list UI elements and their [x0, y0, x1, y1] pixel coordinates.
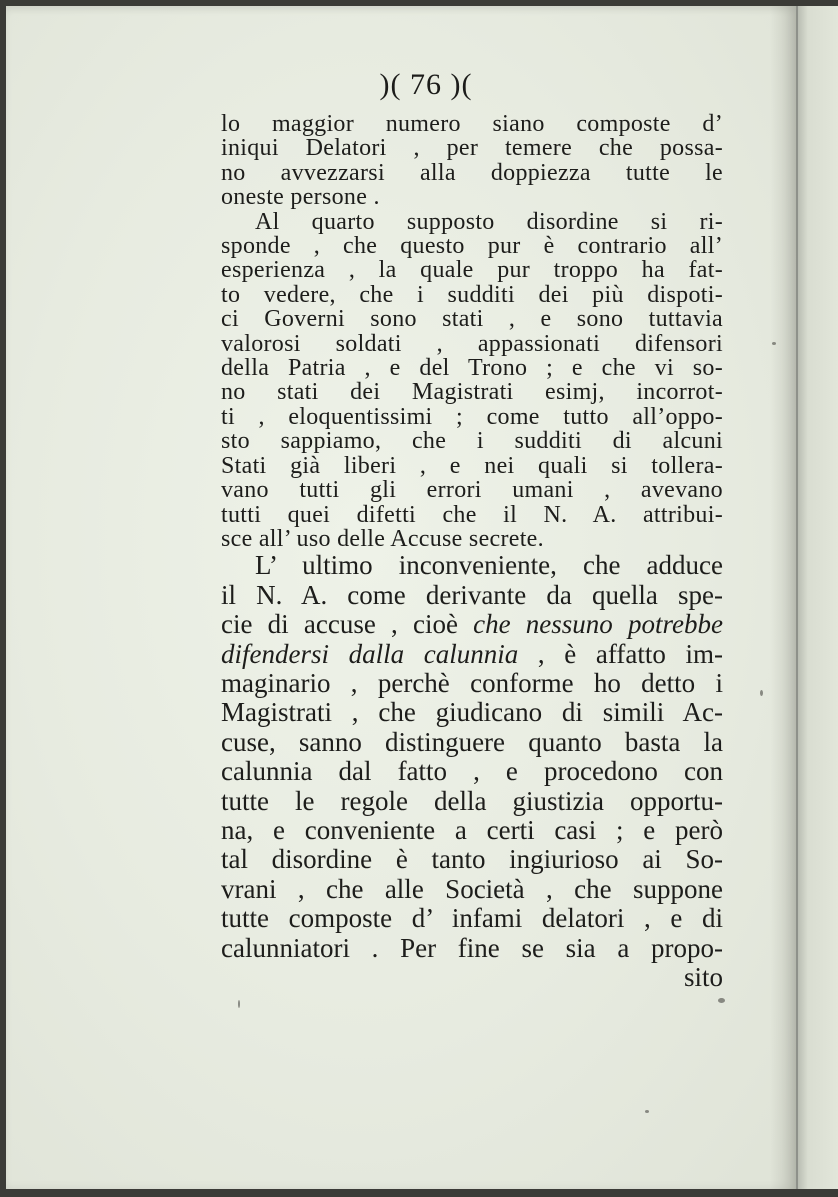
- text-line: [221, 845, 723, 874]
- text-line: [221, 875, 723, 904]
- ink-speck: [772, 342, 776, 345]
- text-line: [221, 610, 723, 639]
- text-line: sto sappiamo, che i sudditi di alcuni: [221, 429, 723, 454]
- body-text: [221, 112, 723, 992]
- text-line: oneste persone .: [221, 185, 380, 210]
- text-line: sponde , che questo pur è contrario all’: [221, 234, 723, 259]
- text-line: [221, 728, 723, 757]
- ink-speck: [760, 690, 763, 696]
- text-line: iniqui Delatori , per temere che possa-: [221, 136, 723, 161]
- adjacent-page-edge: [796, 6, 838, 1189]
- text-line: [221, 581, 723, 610]
- text-segment: calunniatori . Per fine se sia a propo-: [221, 933, 723, 963]
- text-line: no stati dei Magistrati esimj, incorrot-: [221, 380, 723, 405]
- text-segment: Magistrati , che giudicano di simili Ac-: [221, 698, 723, 728]
- text-line: [221, 640, 723, 669]
- ink-speck: [645, 1110, 649, 1113]
- text-segment: vrani , che alle Società , che suppone: [221, 874, 723, 904]
- text-line: della Patria , e del Trono ; e che vi so-: [221, 356, 723, 381]
- italic-phrase: che nessuno potrebbe: [473, 610, 723, 640]
- text-segment: L’ ultimo inconveniente, che adduce: [255, 551, 723, 581]
- text-line: [221, 757, 723, 786]
- text-line: tutti quei difetti che il N. A. attribui-: [221, 502, 723, 527]
- text-segment: tal disordine è tanto ingiurioso ai So-: [221, 845, 723, 875]
- text-segment: il N. A. come derivante da quella spe-: [221, 580, 723, 610]
- text-line: [221, 787, 723, 816]
- text-segment: cuse, sanno distinguere quanto basta la: [221, 727, 723, 757]
- text-line: [221, 698, 723, 727]
- text-line: [221, 934, 723, 963]
- text-line: valorosi soldati , appassionati difensori: [221, 331, 723, 357]
- text-line: esperienza , la quale pur troppo ha fat-: [221, 258, 723, 283]
- text-line: [221, 816, 723, 845]
- text-segment: calunnia dal fatto , e procedono con: [221, 757, 723, 787]
- text-segment: tutte composte d’ infami delatori , e di: [221, 904, 723, 934]
- text-line: to vedere, che i sudditi dei più dispoti-: [221, 282, 723, 308]
- text-line: vano tutti gli errori umani , avevano: [221, 478, 723, 503]
- paragraph-block-large: [221, 551, 723, 963]
- catchword: sito: [683, 963, 723, 992]
- text-segment: maginario , perchè conforme ho detto i: [221, 668, 723, 698]
- ink-speck: [718, 998, 725, 1003]
- paragraph-block-small: [221, 112, 723, 551]
- text-line: Al quarto supposto disordine si ri-: [255, 209, 723, 235]
- page-number-header: )( 76 )(: [379, 68, 473, 101]
- text-segment: , è affatto im-: [518, 639, 723, 669]
- text-line: ti , eloquentissimi ; come tutto all’oppo-: [221, 404, 723, 430]
- text-line: Stati già liberi , e nei quali si tollera-: [221, 453, 723, 479]
- text-line: ci Governi sono stati , e sono tuttavia: [221, 307, 723, 332]
- text-line: lo maggior numero siano composte d’: [221, 112, 723, 137]
- italic-phrase: difendersi dalla calunnia: [221, 639, 519, 669]
- text-segment: na, e conveniente a certi casi ; e però: [221, 815, 723, 845]
- text-line: sce all’ uso delle Accuse secrete.: [221, 526, 544, 552]
- gutter-shadow: [770, 6, 798, 1189]
- text-line: [221, 551, 723, 580]
- text-line: [221, 904, 723, 933]
- text-line: [221, 669, 723, 698]
- ink-speck: [238, 1000, 240, 1008]
- text-line: no avvezzarsi alla doppiezza tutte le: [221, 160, 723, 186]
- text-segment: cie di accuse , cioè: [221, 610, 474, 640]
- text-segment: tutte le regole della giustizia opportu-: [221, 786, 723, 816]
